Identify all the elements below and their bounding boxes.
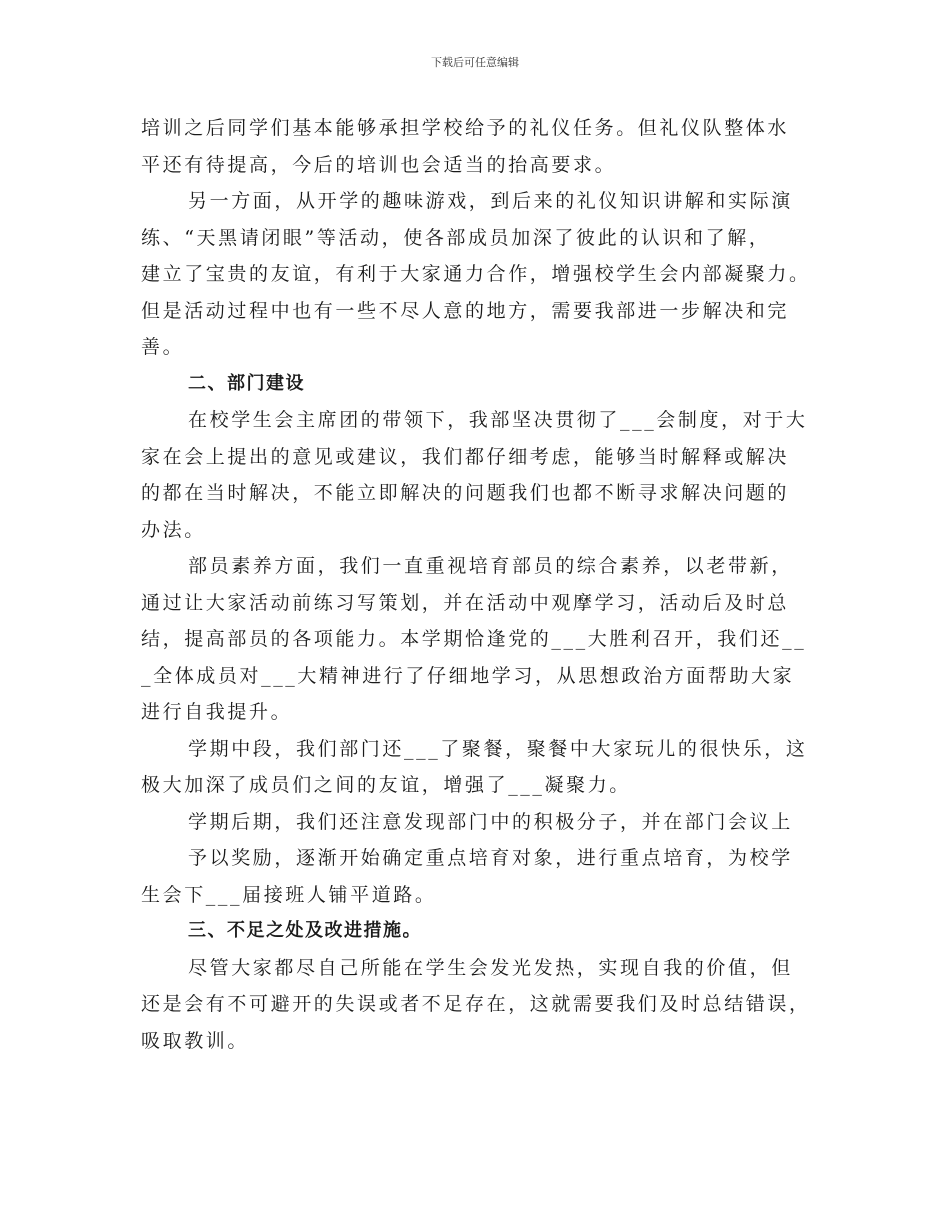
- paragraph-line: 但是活动过程中也有一些不尽人意的地方，需要我部进一步解决和完: [141, 299, 790, 322]
- paragraph-line: 练、“天黑请闭眼”等活动，使各部成员加深了彼此的认识和了解，: [141, 226, 771, 249]
- section-heading: 二、部门建设: [188, 372, 305, 394]
- paragraph-line: 在校学生会主席团的带领下，我部坚决贯彻了___会制度，对于大: [188, 409, 808, 431]
- paragraph-line: 另一方面，从开学的趣味游戏，到后来的礼仪知识讲解和实际演: [188, 190, 793, 212]
- paragraph-line: 吸取教训。: [141, 1029, 250, 1052]
- paragraph-line: 结，提高部员的各项能力。本学期恰逢党的___大胜利召开，我们还__: [141, 628, 807, 650]
- paragraph-line: _全体成员对___大精神进行了仔细地学习，从思想政治方面帮助大家: [141, 664, 795, 687]
- paragraph-line: 还是会有不可避开的失误或者不足存在，这就需要我们及时总结错误，: [141, 993, 811, 1015]
- section-heading: 三、不足之处及改进措施。: [188, 920, 422, 941]
- paragraph-line: 办法。: [141, 518, 206, 541]
- paragraph-line: 家在会上提出的意见或建议，我们都仔细考虑，能够当时解释或解决: [141, 445, 790, 468]
- paragraph-line: 善。: [141, 336, 185, 358]
- paragraph-line: 进行自我提升。: [141, 701, 293, 723]
- paragraph-line: 予以奖励，逐渐开始确定重点培育对象，进行重点培育，为校学: [188, 847, 793, 869]
- header-note: 下载后可任意编辑: [431, 56, 519, 69]
- paragraph-line: 部员素养方面，我们一直重视培育部员的综合素养，以老带新，: [188, 555, 793, 577]
- paragraph-line: 培训之后同学们基本能够承担学校给予的礼仪任务。但礼仪队整体水: [141, 117, 790, 139]
- paragraph-line: 平还有待提高，今后的培训也会适当的抬高要求。: [141, 153, 617, 176]
- paragraph-line: 通过让大家活动前练习写策划，并在活动中观摩学习，活动后及时总: [141, 591, 790, 614]
- paragraph-line: 极大加深了成员们之间的友谊，增强了___凝聚力。: [141, 774, 631, 796]
- paragraph-line: 尽管大家都尽自己所能在学生会发光发热，实现自我的价值，但: [188, 956, 793, 979]
- paragraph-line: 学期后期，我们还注意发现部门中的积极分子，并在部门会议上: [188, 810, 793, 833]
- paragraph-line: 生会下___届接班人铺平道路。: [141, 883, 437, 906]
- paragraph-line: 学期中段，我们部门还___了聚餐，聚餐中大家玩儿的很快乐，这: [188, 737, 808, 760]
- paragraph-line: 建立了宝贵的友谊，有利于大家通力合作，增强校学生会内部凝聚力。: [141, 263, 811, 285]
- document-body: [141, 110, 816, 1059]
- paragraph-line: 的都在当时解决，不能立即解决的问题我们也都不断寻求解决问题的: [141, 482, 790, 504]
